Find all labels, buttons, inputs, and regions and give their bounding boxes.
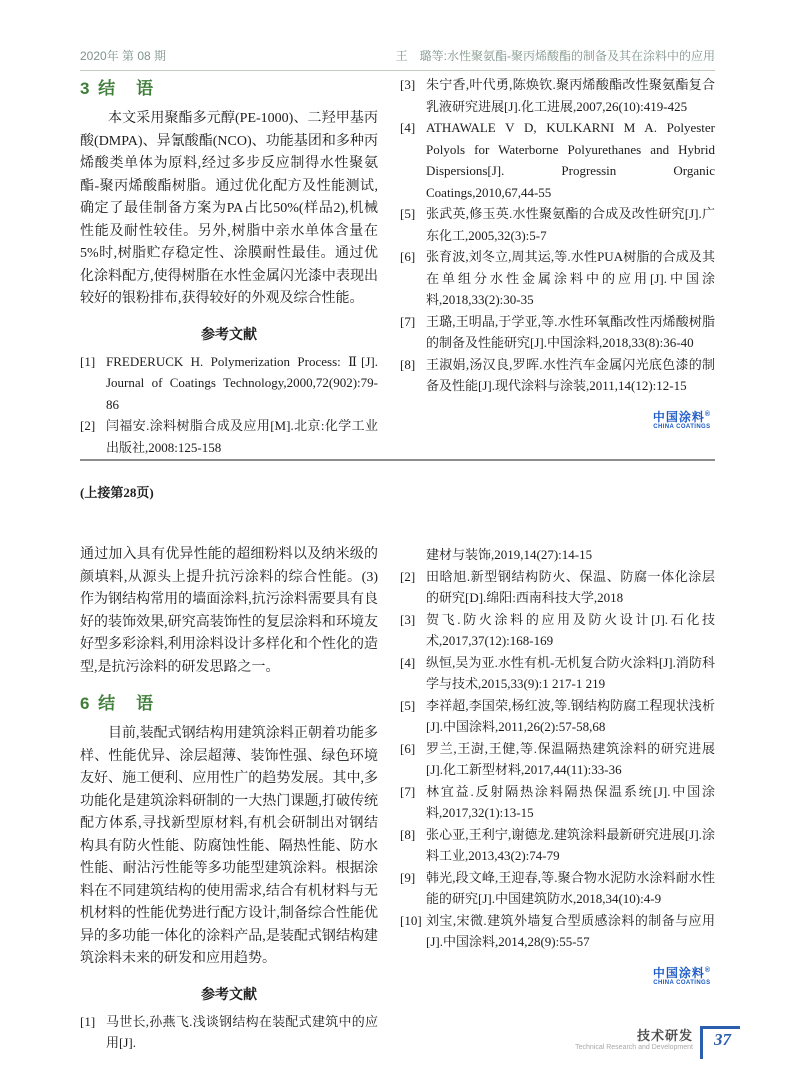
article-1: [80, 74, 715, 458]
china-coatings-logo-2: [653, 967, 711, 987]
footer-section-en: Technical Research and Development: [575, 1043, 693, 1051]
reference-text: 王淑娟,汤汉良,罗晖.水性汽车金属闪光底色漆的制备及性能[J].现代涂料与涂装,2011,14(12):12-15: [426, 356, 715, 393]
reference-number: [2]: [400, 568, 416, 584]
section-heading-6: 6 结 语: [80, 694, 156, 713]
page-number: 37: [700, 1026, 740, 1059]
reference-text: 林宜益.反射隔热涂料隔热保温系统[J].中国涂料,2017,32(1):13-15: [426, 783, 715, 820]
reference-number: [3]: [400, 77, 416, 92]
reference-item: [80, 415, 378, 458]
reference-item: [80, 351, 378, 416]
article-2-left-column: [80, 544, 378, 1054]
reference-text: 李祥超,李国荣,杨红波,等.钢结构防腐工程现状浅析[J].中国涂料,2011,26(2):57-58,68: [426, 697, 715, 734]
page-header: [80, 47, 715, 71]
logo-cn-text: 中国涂料®: [652, 965, 711, 980]
reference-text: FREDERUCK H. Polymerization Process: Ⅱ[J]. Journal of Coatings Technology,2000,72(902):79-86: [106, 353, 378, 412]
article-1-left-column: [80, 74, 378, 458]
reference-text: 罗兰,王澍,王健,等.保温隔热建筑涂料的研究进展[J].化工新型材料,2017,44(11):33-36: [426, 740, 715, 777]
reference-item: [400, 781, 715, 824]
reference-text: 马世长,孙燕飞.浅谈钢结构在装配式建筑中的应用[J].: [106, 1013, 378, 1050]
reference-item: [400, 203, 715, 246]
reference-number: [3]: [400, 611, 416, 627]
header-running-title: 王 璐等:水性聚氨酯-聚丙烯酸酯的制备及其在涂料中的应用: [395, 49, 715, 63]
reference-text: 王璐,王明晶,于学亚,等.水性环氧酯改性丙烯酸树脂的制备及性能研究[J].中国涂料,2018,33(8):36-40: [426, 313, 715, 350]
reference-item: [400, 738, 715, 781]
reference-number: [8]: [400, 356, 416, 372]
reference-item: [400, 695, 715, 738]
footer-section-cn: 技术研发: [636, 1028, 693, 1043]
reference-item: [80, 1011, 378, 1054]
reference-item: [400, 311, 715, 354]
reference-continuation: 建材与装饰,2019,14(27):14-15: [426, 547, 593, 562]
reference-number: [4]: [400, 120, 416, 135]
reference-item: [400, 652, 715, 695]
reference-item: [400, 910, 715, 953]
reference-text: ATHAWALE V D, KULKARNI M A. Polyester Polyols for Waterborne Polyurethanes and Hybrid Dispersions[J]. Progressin Organic Coatings,2010,67,44-55: [426, 120, 715, 200]
references-list-right: [400, 74, 715, 397]
reference-item: [400, 117, 715, 203]
reference-number: [5]: [400, 697, 416, 713]
reference-number: [1]: [80, 353, 96, 369]
reference-number: [8]: [400, 826, 416, 842]
reference-number: [10]: [400, 912, 422, 928]
logo-en-text: CHINA COATINGS: [653, 423, 711, 430]
reference-item: [400, 74, 715, 117]
china-coatings-logo: [653, 411, 711, 431]
reference-number: [2]: [80, 418, 96, 433]
reference-text: 闫福安.涂料树脂合成及应用[M].北京:化学工业出版社,2008:125-158: [106, 418, 378, 455]
article-1-right-column: [400, 74, 715, 458]
reference-text: 张武英,修玉英.水性聚氨酯的合成及改性研究[J].广东化工,2005,32(3):5-7: [426, 206, 715, 243]
reference-number: [7]: [400, 783, 416, 799]
references-title-2: 参考文献: [201, 985, 257, 1002]
header-issue: 2020年 第 08 期: [80, 49, 167, 63]
reference-item: [400, 246, 715, 311]
article-2-right-column: [400, 544, 715, 1054]
reference-item: [400, 566, 715, 609]
logo-cn-text: 中国涂料®: [652, 409, 711, 424]
references-title: 参考文献: [201, 325, 257, 342]
section-divider: [80, 459, 715, 461]
reference-number: [6]: [400, 249, 416, 264]
logo-en-text: CHINA COATINGS: [653, 979, 711, 986]
references-list-left: [80, 351, 378, 459]
reference-text: 贺飞.防火涂料的应用及防火设计[J].石化技术,2017,37(12):168-169: [426, 611, 715, 648]
reference-item: [400, 867, 715, 910]
reference-item: [400, 609, 715, 652]
reference-text: 张心亚,王利宁,谢德龙.建筑涂料最新研究进展[J].涂料工业,2013,43(2):74-79: [426, 826, 715, 863]
footer-section-label: [575, 1026, 693, 1052]
reference-text: 韩光,段文峰,王迎春,等.聚合物水泥防水涂料耐水性能的研究[J].中国建筑防水,2018,34(10):4-9: [426, 869, 715, 906]
reference-number: [1]: [80, 1013, 96, 1029]
page-footer: [575, 1026, 740, 1059]
article-2: [80, 544, 715, 1054]
conclusion-paragraph: 本文采用聚酯多元醇(PE-1000)、二羟甲基丙酸(DMPA)、异氰酸酯(NCO)、功能基团和多种丙烯酸类单体为原料,经过多步反应制得水性聚氨酯-聚丙烯酸酯树脂。通过优化配方及性能测试,确定了最佳制备方案为PA占比50%(样品2),机械性能及耐性较佳。另外,树脂中亲水单体含量在5%时,树脂贮存稳定性、涂膜耐性最佳。通过优化涂料配方,使得树脂在水性金属闪光漆中表现出较好的银粉排布,获得较好的外观及综合性能。: [80, 111, 378, 306]
reference-number: [7]: [400, 313, 416, 329]
reference-number: [6]: [400, 740, 416, 756]
references-list-left-2: [80, 1011, 378, 1054]
conclusion-paragraph-2: 目前,装配式钢结构用建筑涂料正朝着功能多样、性能优异、涂层超薄、装饰性强、绿色环境友好、施工便利、应用性广的趋势发展。其中,多功能化是建筑涂料研制的一大热门课题,打破传统配方体系,寻找新型原材料,有机会研制出对钢结构具有防火性能、防腐蚀性能、隔热性能、防水性能、耐沾污性能等多功能型建筑涂料。根据涂料在不同建筑结构的使用需求,结合有机材料与无机材料的性能优势进行配方设计,制备综合性能优异的多功能一体化的涂料产品,是装配式钢结构建筑涂料未来的研发和应用趋势。: [80, 726, 378, 966]
reference-number: [9]: [400, 869, 416, 885]
registered-mark: ®: [704, 966, 711, 974]
registered-mark: ®: [704, 410, 711, 418]
reference-text: 刘宝,宋微.建筑外墙复合型质感涂料的制备与应用[J].中国涂料,2014,28(9):55-57: [426, 912, 715, 949]
reference-number: [4]: [400, 654, 416, 670]
continuation-note: (上接第28页): [80, 485, 154, 500]
reference-item: [400, 354, 715, 397]
reference-text: 张育波,刘冬立,周其运,等.水性PUA树脂的合成及其在单组分水性金属涂料中的应用[J].中国涂料,2018,33(2):30-35: [426, 249, 715, 307]
reference-text: 朱宁香,叶代勇,陈焕钦.聚丙烯酸酯改性聚氨酯复合乳液研究进展[J].化工进展,2007,26(10):419-425: [426, 77, 715, 114]
reference-number: [5]: [400, 206, 416, 221]
continued-paragraph: 通过加入具有优异性能的超细粉料以及纳米级的颜填料,从源头上提升抗污涂料的综合性能。(3)作为钢结构常用的墙面涂料,抗污涂料需要具有良好的装饰效果,研究高装饰性的复层涂料和环境友好型多彩涂料,利用涂料设计多样化和个性化的造型,是抗污涂料的研发思路之一。: [80, 547, 378, 675]
reference-text: 田晗旭.新型钢结构防火、保温、防腐一体化涂层的研究[D].绵阳:西南科技大学,2018: [426, 568, 715, 605]
reference-text: 纵恒,吴为亚.水性有机-无机复合防火涂料[J].消防科学与技术,2015,33(9):1 217-1 219: [426, 654, 715, 691]
reference-item: [400, 824, 715, 867]
references-list-right-2: [400, 566, 715, 953]
section-heading-3: 3 结 语: [80, 79, 156, 98]
